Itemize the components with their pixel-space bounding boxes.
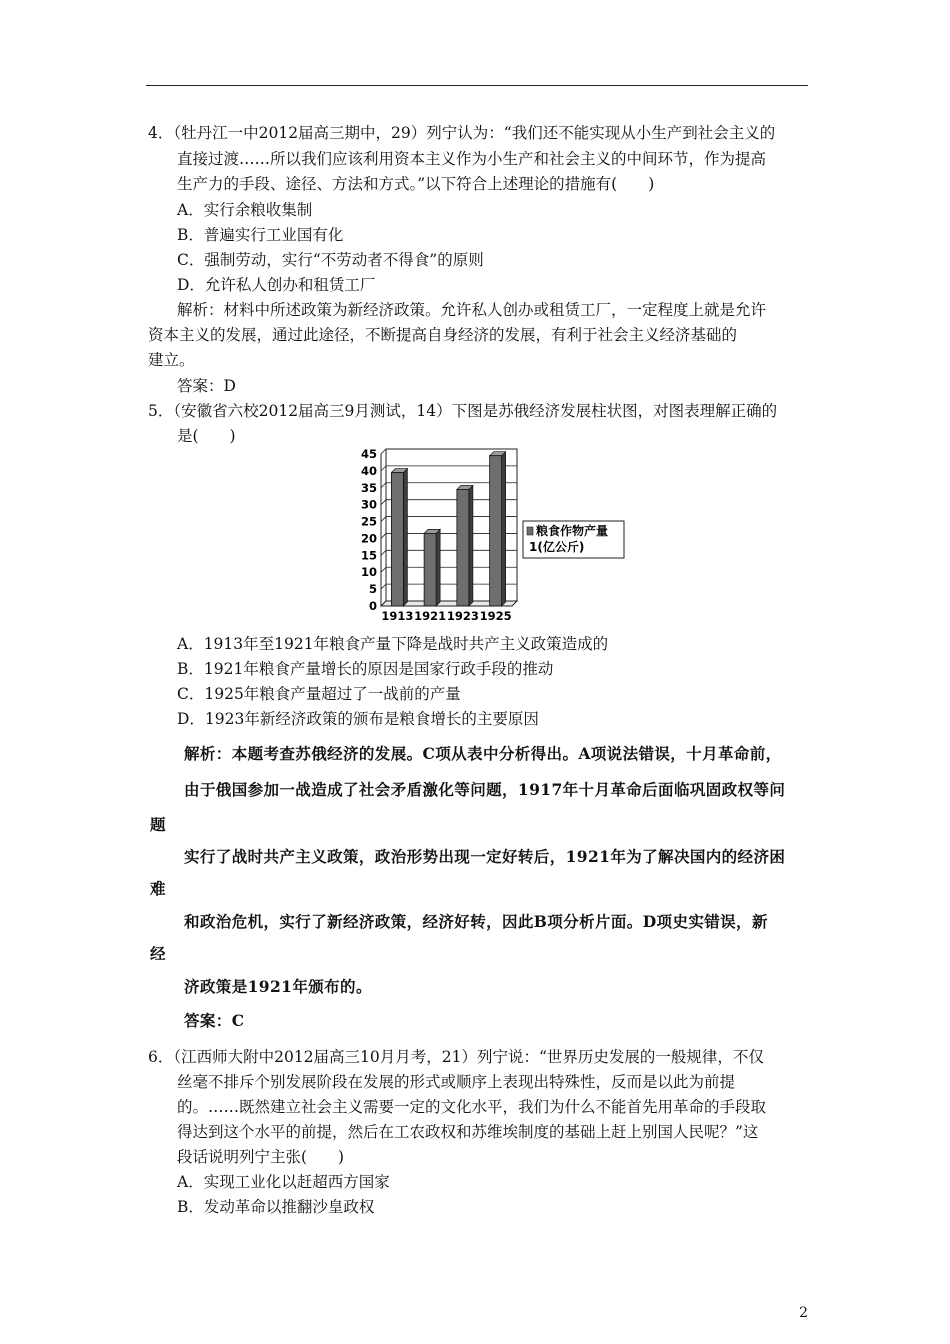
q5-analysis-line3: 题 xyxy=(150,815,166,834)
gridline-side xyxy=(381,500,386,505)
q4-option-a: A．实行余粮收集制 xyxy=(177,201,313,219)
bar-side xyxy=(469,485,473,606)
gridline-side xyxy=(381,533,386,538)
q5-option-c: C．1925年粮食产量超过了一战前的产量 xyxy=(177,685,461,703)
legend-swatch xyxy=(527,527,533,535)
q5-option-a: A．1913年至1921年粮食产量下降是战时共产主义政策造成的 xyxy=(177,635,609,653)
y-tick-label: 0 xyxy=(368,599,377,613)
y-tick-label: 45 xyxy=(360,447,377,461)
q5-stem-line1: 5．（安徽省六校2012届高三9月测试，14）下图是苏俄经济发展柱状图，对图表理解正确的 xyxy=(148,402,778,420)
y-tick-label: 15 xyxy=(360,548,377,563)
q4-analysis-line2: 资本主义的发展，通过此途径，不断提高自身经济的发展，有利于社会主义经济基础的 xyxy=(148,326,738,344)
q4-stem-line3: 生产力的手段、途径、方法和方式。”以下符合上述理论的措施有( ) xyxy=(177,175,655,193)
y-tick-label: 40 xyxy=(360,463,377,478)
chart-legend xyxy=(523,521,624,558)
q4-analysis-line3: 建立。 xyxy=(148,351,195,369)
x-tick-label: 1925 xyxy=(479,609,512,623)
q4-analysis-line1: 解析：材料中所述政策为新经济政策。允许私人创办或租赁工厂，一定程度上就是允许 xyxy=(177,301,767,319)
q6-stem-line5: 段话说明列宁主张( ) xyxy=(177,1148,345,1166)
gridline-side xyxy=(381,449,386,454)
bar-side xyxy=(502,452,506,606)
chart-x-tick-labels xyxy=(381,609,511,623)
y-tick-label: 10 xyxy=(360,565,377,580)
q6-stem-line3: 的。……既然建立社会主义需要一定的文化水平，我们为什么不能首先用革命的手段取 xyxy=(177,1098,767,1116)
y-tick-label: 30 xyxy=(360,497,377,512)
gridline-side xyxy=(381,567,386,572)
q5-option-d: D．1923年新经济政策的颁布是粮食增长的主要原因 xyxy=(177,710,539,728)
y-tick-label: 25 xyxy=(360,514,377,529)
bar xyxy=(391,473,403,606)
y-tick-label: 5 xyxy=(368,582,377,597)
bar xyxy=(457,489,469,606)
q5-stem-line2: 是( ) xyxy=(177,427,236,445)
q4-answer: 答案：D xyxy=(177,377,236,395)
chart-y-tick-labels xyxy=(361,447,377,613)
q5-analysis-line7: 经 xyxy=(150,944,166,963)
q6-stem-line2: 丝毫不排斥个别发展阶段在发展的形式或顺序上表现出特殊性，反而是以此为前提 xyxy=(177,1073,736,1091)
q4-option-c: C．强制劳动，实行“不劳动者不得食”的原则 xyxy=(177,251,484,269)
chart-bars xyxy=(391,452,505,606)
bar-side xyxy=(436,529,440,606)
bar-side xyxy=(403,469,407,606)
bar xyxy=(424,533,436,606)
q5-analysis-line8: 济政策是1921年颁布的。 xyxy=(184,977,372,996)
q5-analysis-line4: 实行了战时共产主义政策，政治形势出现一定好转后，1921年为了解决国内的经济困 xyxy=(184,847,786,866)
legend-label-line2: 1(亿公斤) xyxy=(529,540,585,554)
q5-analysis-line6: 和政治危机，实行了新经济政策，经济好转，因此B项分析片面。D项史实错误，新 xyxy=(184,912,768,931)
q4-stem-line2: 直接过渡……所以我们应该利用资本主义作为小生产和社会主义的中间环节，作为提高 xyxy=(177,150,767,168)
q4-option-b: B．普遍实行工业国有化 xyxy=(177,226,344,244)
q5-option-b: B．1921年粮食产量增长的原因是国家行政手段的推动 xyxy=(177,660,554,678)
y-tick-label: 35 xyxy=(360,480,377,495)
page-number: 2 xyxy=(799,1305,808,1321)
gridline-side xyxy=(381,466,386,471)
q5-analysis-line5: 难 xyxy=(150,879,166,898)
bar xyxy=(490,456,502,606)
legend-label-line1: 粮食作物产量 xyxy=(536,524,609,538)
header-rule xyxy=(146,85,808,86)
gridline-side xyxy=(381,584,386,589)
q6-option-b: B．发动革命以推翻沙皇政权 xyxy=(177,1198,375,1216)
x-tick-label: 1923 xyxy=(446,609,479,623)
q6-stem-line1: 6．（江西师大附中2012届高三10月月考，21）列宁说：“世界历史发展的一般规律，不仅 xyxy=(148,1048,764,1066)
q6-stem-line4: 得达到这个水平的前提，然后在工农政权和苏维埃制度的基础上赶上别国人民呢？”这 xyxy=(177,1123,759,1141)
q5-analysis-line1: 解析：本题考查苏俄经济的发展。C项从表中分析得出。A项说法错误，十月革命前， xyxy=(184,744,782,763)
q5-answer: 答案：C xyxy=(184,1011,245,1030)
gridline-side xyxy=(381,483,386,488)
x-tick-label: 1921 xyxy=(414,609,447,623)
grain-output-bar-chart xyxy=(350,447,630,627)
gridline-side xyxy=(381,517,386,522)
gridline-side xyxy=(381,550,386,555)
q5-analysis-line2: 由于俄国参加一战造成了社会矛盾激化等问题，1917年十月革命后面临巩固政权等问 xyxy=(184,780,786,799)
y-tick-label: 20 xyxy=(360,531,377,546)
q4-stem-line1: 4．（牡丹江一中2012届高三期中，29）列宁认为：“我们还不能实现从小生产到社会主义的 xyxy=(148,124,776,142)
q6-option-a: A．实现工业化以赶超西方国家 xyxy=(177,1173,390,1191)
x-tick-label: 1913 xyxy=(381,609,414,623)
q4-option-d: D．允许私人创办和租赁工厂 xyxy=(177,276,376,294)
